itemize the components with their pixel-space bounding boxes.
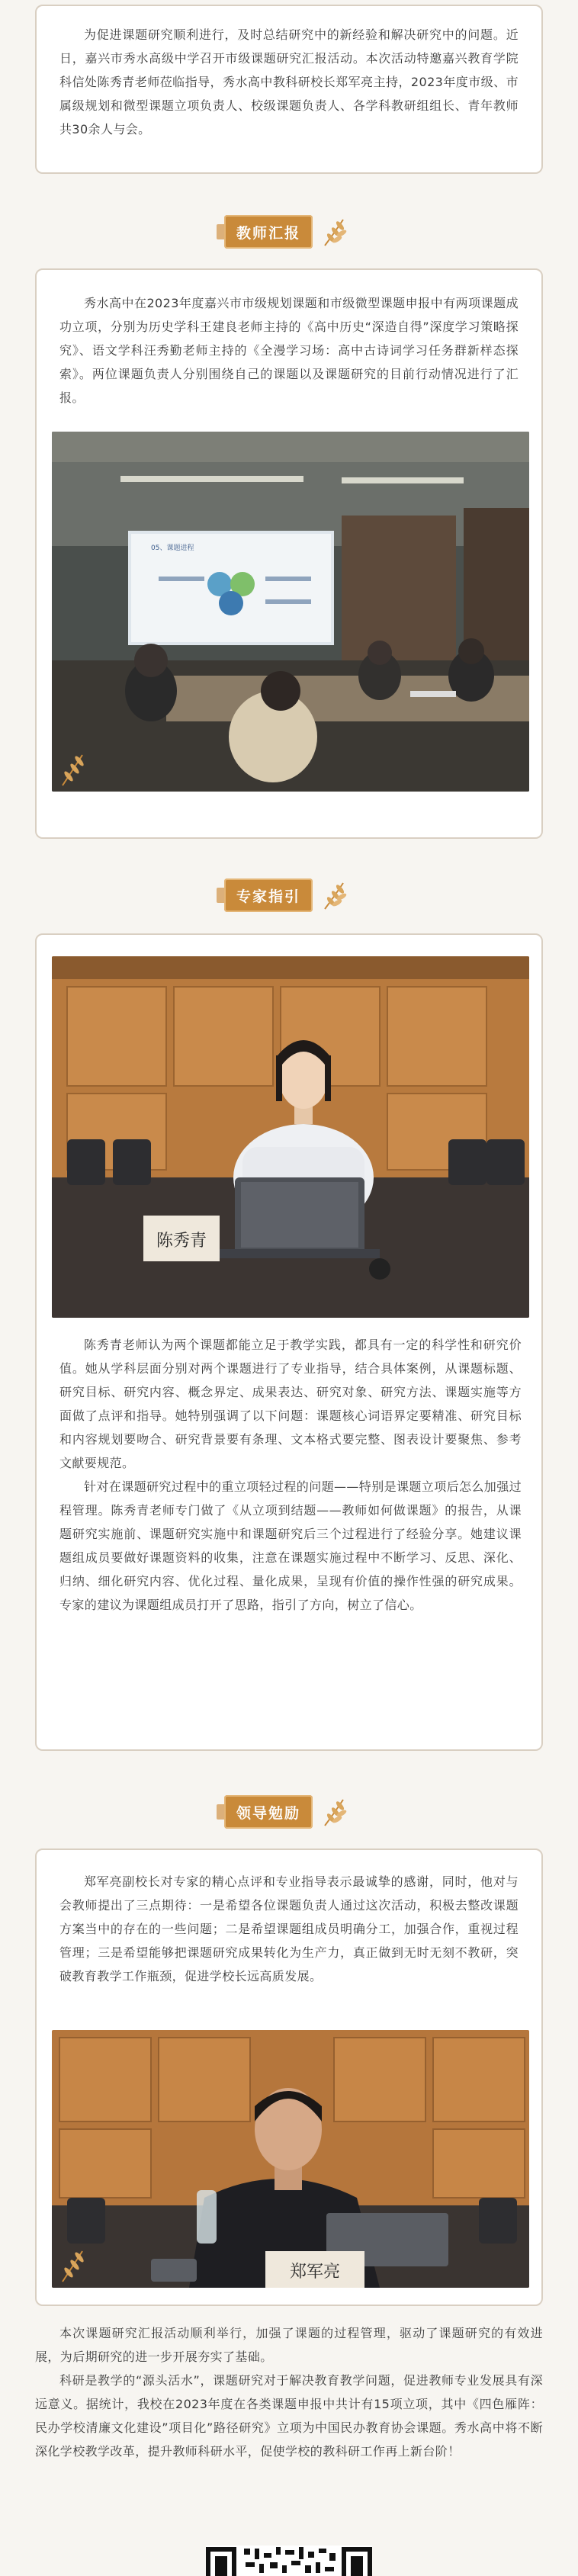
meeting-room-image — [52, 432, 529, 792]
section-header-leader-encouragement — [0, 1795, 578, 1829]
wheat-icon — [320, 217, 354, 247]
section-header-teacher-report — [0, 215, 578, 249]
section-header-expert-guidance — [0, 878, 578, 912]
expert-image — [52, 956, 529, 1318]
leader-paragraph: 郑军亮副校长对专家的精心点评和专业指导表示最诚挚的感谢，同时，他对与会教师提出了三点期待：一是希望各位课题负责人通过这次活动，积极去整改课题方案当中的存在的一些问题；二是希望课题组成员明确分工，加强合作，重视过程管理；三是希望能够把课题研究成果转化为生产力，真正做到无时无刻不教研，突破教育教学工作瓶颈，促进学校长远高质发展。 — [59, 1874, 519, 1983]
qr-code-icon — [206, 2545, 372, 2576]
nameplate-leader: 郑军亮 — [289, 2263, 341, 2282]
closing-text — [35, 2321, 543, 2463]
leader-image — [52, 2030, 529, 2288]
intro-paragraph: 为促进课题研究顺利进行，及时总结研究中的新经验和解决研究中的问题。近日，嘉兴市秀水高级中学召开市级课题研究汇报活动。本次活动特邀嘉兴教育学院科信处陈秀青老师莅临指导，秀水高中教科研校长郑军亮主持，2023年度市级、市属级规划和微型课题立项负责人、校级课题负责人、各学科教研组组长、青年教师共30余人与会。 — [59, 27, 519, 137]
expert-paragraph-1: 陈秀青老师认为两个课题都能立足于教学实践，都具有一定的科学性和研究价值。她从学科层面分别对两个课题进行了专业指导，结合具体案例，从课题标题、研究目标、研究内容、概念界定、成果表达、研究对象、研究方法、课题实施等方面做了点评和指导。她特别强调了以下问题：课题核心词语界定要精准、研究目标和内容规划要吻合、研究背景要有条理、文本格式要完整、图表设计要聚焦、参考文献要规范。 — [59, 1338, 522, 1470]
section-title-expert-guidance: 专家指引 — [224, 878, 313, 912]
teacher-report-card — [35, 268, 543, 839]
wheat-icon — [320, 1797, 354, 1827]
intro-card — [35, 5, 543, 174]
leader-photo — [52, 2030, 529, 2288]
expert-photo — [52, 956, 529, 1318]
closing-paragraph-2: 科研是教学的“源头活水”，课题研究对于解决教育教学问题，促进教师专业发展具有深远意义。据统计，我校在2023年度在各类课题申报中共计有15项立项，其中《四色雁阵：民办学校清廉文化建设”项目化”路径研究》立项为中国民办教育协会课题。秀水高中将不断深化学校教学改革，提升教师科研水平，促使学校的教科研工作再上新台阶！ — [35, 2373, 543, 2459]
slide-title: 05、课题进程 — [151, 544, 194, 552]
teacher-report-paragraph: 秀水高中在2023年度嘉兴市市级规划课题和市级微型课题申报中有两项课题成功立项，分别为历史学科王建良老师主持的《高中历史“深造自得”深度学习策略探究》、语文学科汪秀勤老师主持的《全漫学习场：高中古诗词学习任务群新样态探索》。两位课题负责人分别围绕自己的课题以及课题研究的目前行动情况进行了汇报。 — [59, 296, 519, 405]
report-photo — [52, 432, 529, 792]
wheat-icon — [320, 880, 354, 911]
section-title-teacher-report: 教师汇报 — [224, 215, 313, 249]
nameplate-expert: 陈秀青 — [156, 1232, 207, 1251]
section-title-leader-encouragement: 领导勉励 — [224, 1795, 313, 1829]
leader-encouragement-card — [35, 1848, 543, 2306]
qr-code — [206, 2545, 372, 2576]
wheat-corner-icon — [56, 749, 95, 787]
wheat-corner-icon — [56, 2245, 95, 2283]
expert-text — [37, 1333, 544, 1617]
closing-paragraph-1: 本次课题研究汇报活动顺利举行，加强了课题的过程管理，驱动了课题研究的有效进展，为后期研究的进一步开展夯实了基础。 — [35, 2326, 543, 2364]
expert-guidance-card — [35, 933, 543, 1751]
expert-paragraph-2: 针对在课题研究过程中的重立项轻过程的问题——特别是课题立项后怎么加强过程管理。陈秀青老师专门做了《从立项到结题——教师如何做课题》的报告，从课题研究实施前、课题研究实施中和课题研究后三个过程进行了经验分享。她建议课题组成员要做好课题资料的收集，注意在课题实施过程中不断学习、反思、深化、归纳、细化研究内容、优化过程、量化成果，呈现有价值的操作性强的研究成果。专家的建议为课题组成员打开了思路，指引了方向，树立了信心。 — [59, 1479, 522, 1612]
